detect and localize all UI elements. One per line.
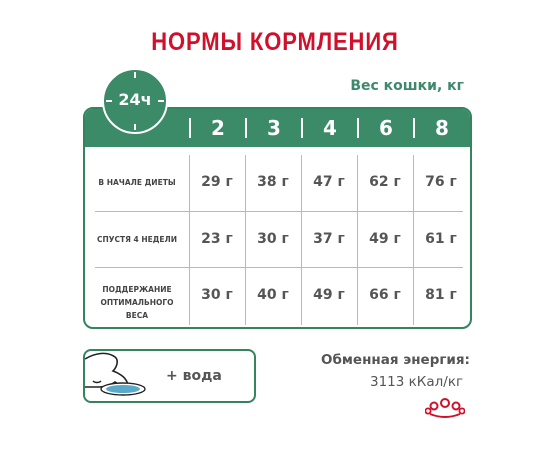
value-cell: 47 г bbox=[313, 174, 345, 190]
clock-label: 24ч bbox=[118, 90, 152, 109]
energy-label: Обменная энергия: bbox=[321, 352, 470, 368]
value-cell: 37 г bbox=[313, 231, 345, 247]
value-cell: 38 г bbox=[257, 174, 289, 190]
value-cell: 23 г bbox=[201, 231, 233, 247]
value-cell: 49 г bbox=[369, 231, 401, 247]
row-label-weight-maintenance bbox=[89, 283, 185, 322]
royal-canin-crown-logo bbox=[425, 397, 465, 421]
value-cell: 61 г bbox=[425, 231, 457, 247]
grid-line bbox=[95, 267, 463, 268]
row-label-line: ПОДДЕРЖАНИЕ bbox=[102, 285, 172, 294]
grid-line bbox=[95, 211, 463, 212]
weight-4-header: 4 bbox=[323, 116, 337, 140]
weight-6-header: 6 bbox=[379, 116, 393, 140]
value-cell: 62 г bbox=[369, 174, 401, 190]
page-title: НОРМЫ КОРМЛЕНИЯ bbox=[151, 28, 399, 56]
value-cell: 81 г bbox=[425, 287, 457, 303]
row-label-after-4-weeks: СПУСТЯ 4 НЕДЕЛИ bbox=[96, 235, 178, 244]
water-label: + вода bbox=[166, 368, 222, 384]
weight-3-header: 3 bbox=[267, 116, 281, 140]
value-cell: 30 г bbox=[257, 231, 289, 247]
value-cell: 76 г bbox=[425, 174, 457, 190]
row-label-line: ОПТИМАЛЬНОГО ВЕСА bbox=[100, 298, 174, 320]
weight-8-header: 8 bbox=[435, 116, 449, 140]
value-cell: 30 г bbox=[201, 287, 233, 303]
value-cell: 40 г bbox=[257, 287, 289, 303]
weight-axis-label: Вес кошки, кг bbox=[350, 78, 464, 94]
energy-value: 3113 кКал/кг bbox=[370, 374, 464, 390]
feeding-table bbox=[83, 107, 472, 329]
value-cell: 29 г bbox=[201, 174, 233, 190]
value-cell: 66 г bbox=[369, 287, 401, 303]
weight-2-header: 2 bbox=[211, 116, 225, 140]
row-label-start-diet: В НАЧАЛЕ ДИЕТЫ bbox=[98, 178, 176, 187]
value-cell: 49 г bbox=[313, 287, 345, 303]
